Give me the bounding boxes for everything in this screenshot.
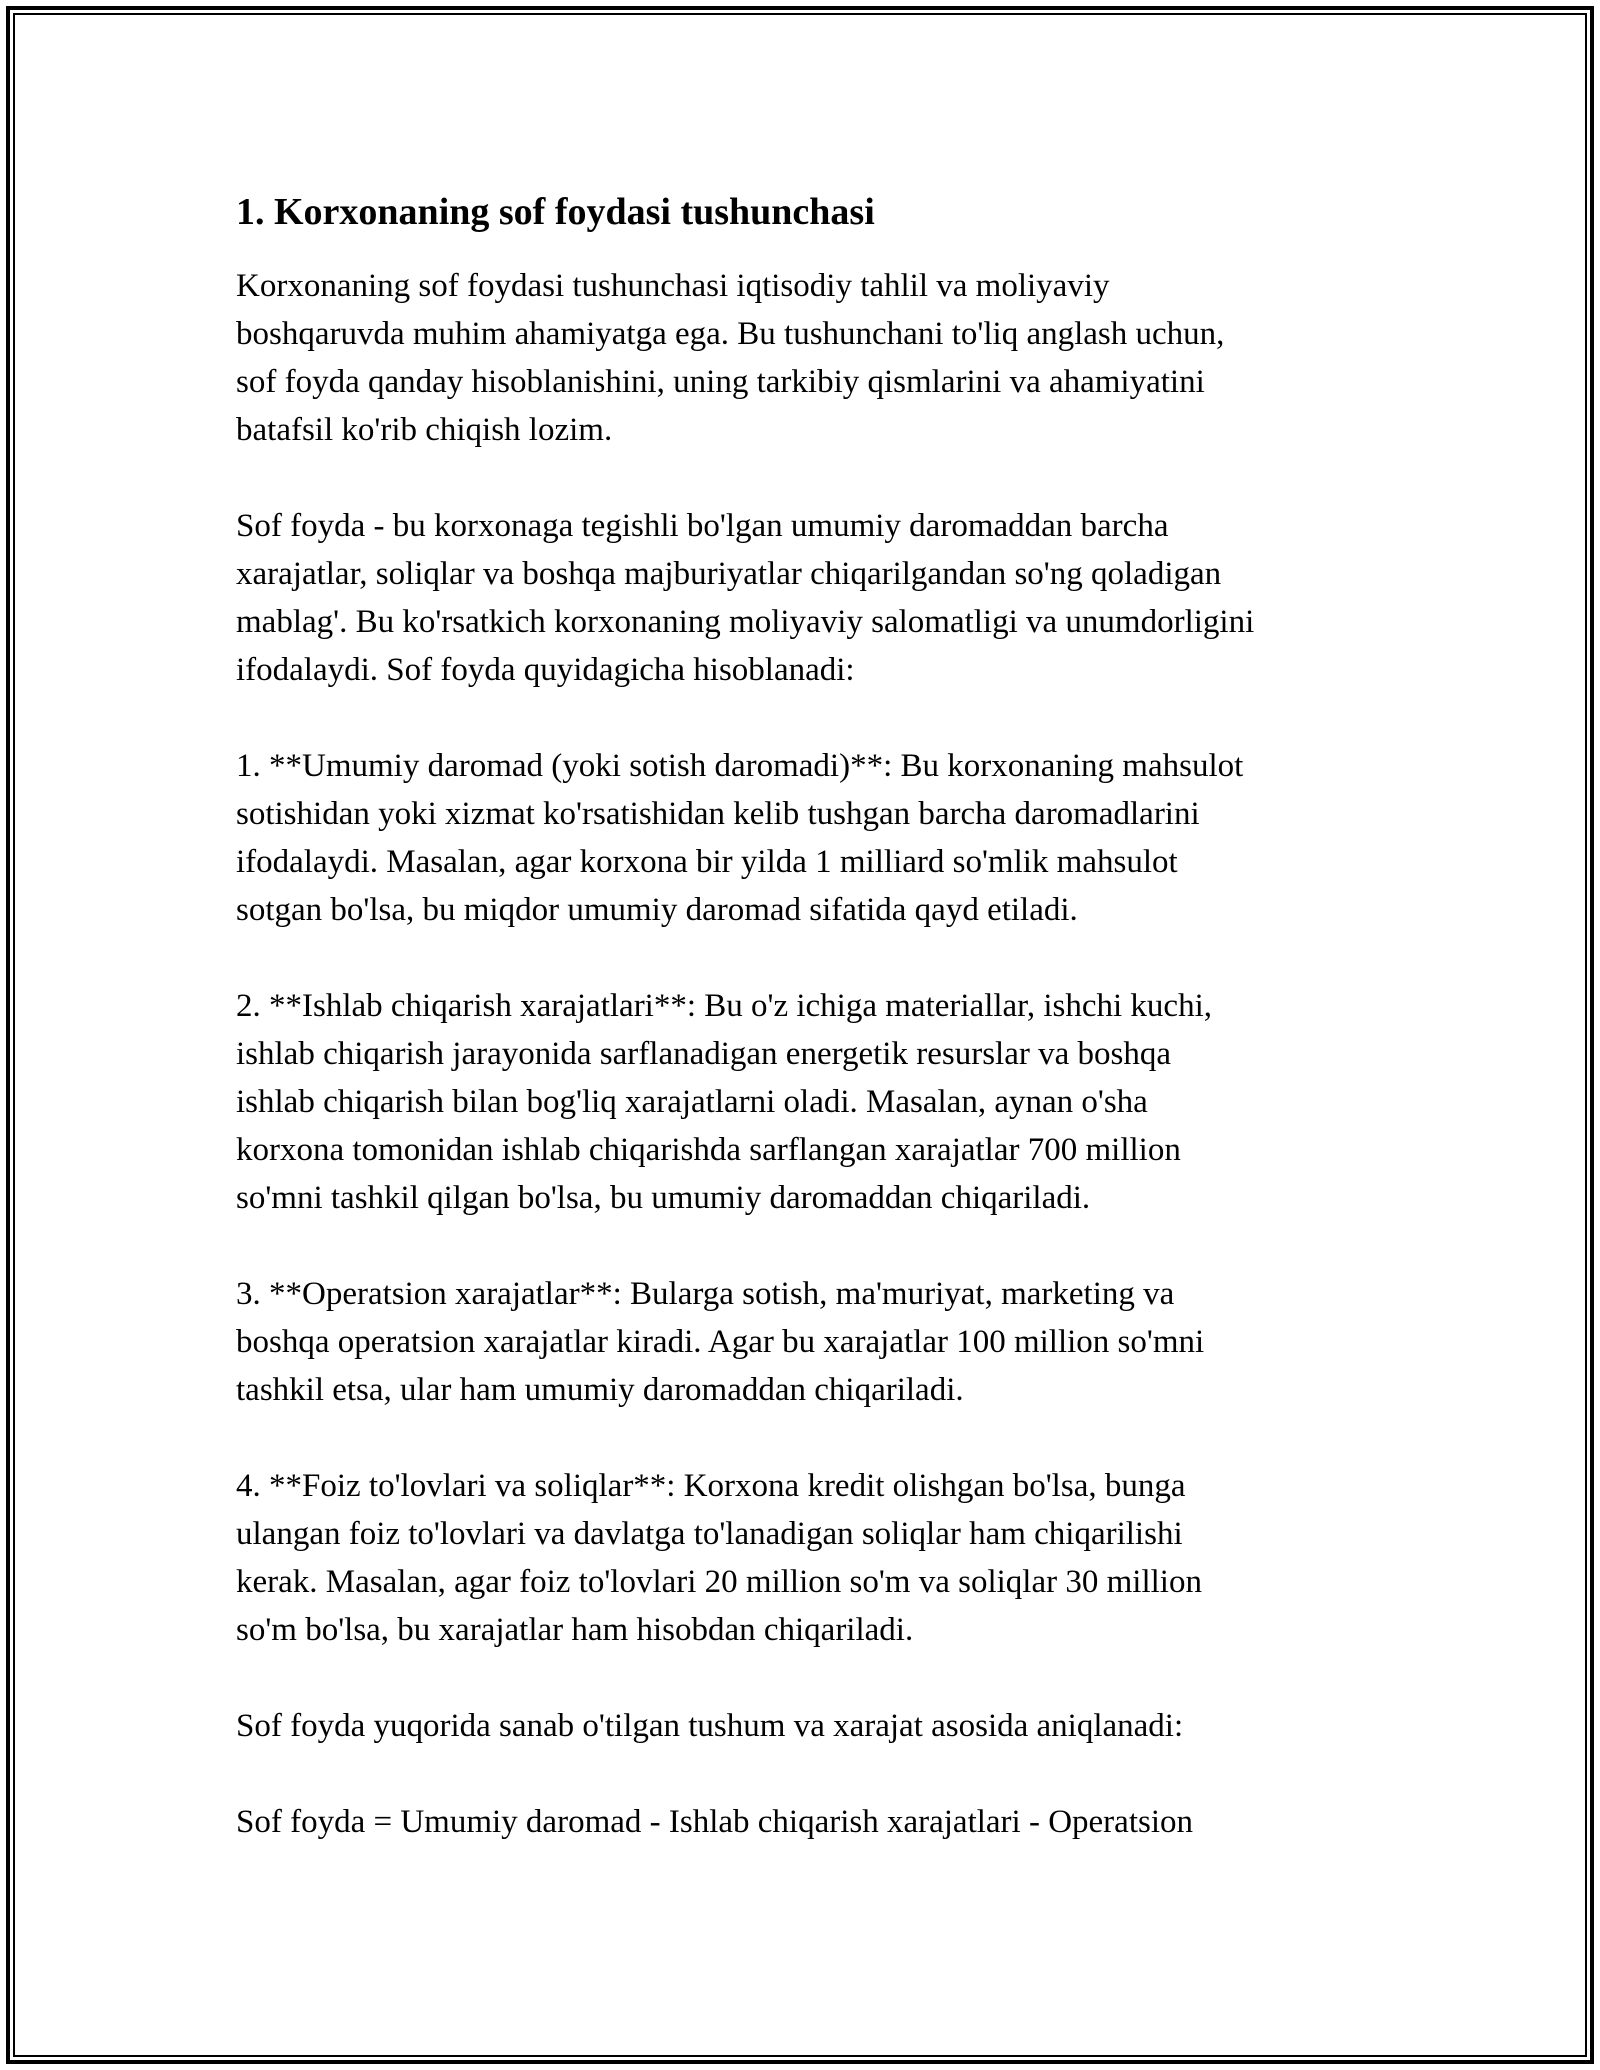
paragraph-summary: Sof foyda yuqorida sanab o'tilgan tushum va xarajat asosida aniqlanadi:	[236, 1708, 1184, 1744]
document-body	[236, 188, 1386, 1846]
formula-line: Sof foyda = Umumiy daromad - Ishlab chiqarish xarajatlari - Operatsion	[236, 1804, 1193, 1840]
list-item-production-costs: 2. **Ishlab chiqarish xarajatlari**: Bu o'z ichiga materiallar, ishchi kuchi, ishlab chiqarish jarayonida sarflanadigan energetik resurslar va boshqa ishlab chiqarish bilan bog'liq xarajatlarni oladi. Masalan, aynan o'sha korxona tomonidan ishlab chiqarishda sarflangan xarajatlar 700 million so'mni tashkil qilgan bo'lsa, bu umumiy daromaddan chiqariladi.	[236, 988, 1212, 1216]
paragraph-definition: Sof foyda - bu korxonaga tegishli bo'lgan umumiy daromaddan barcha xarajatlar, soliqlar va boshqa majburiyatlar chiqarilgandan so'ng qoladigan mablag'. Bu ko'rsatkich korxonaning moliyaviy salomatligi va unumdorligini ifodalaydi. Sof foyda quyidagicha hisoblanadi:	[236, 508, 1255, 688]
list-item-interest-taxes: 4. **Foiz to'lovlari va soliqlar**: Korxona kredit olishgan bo'lsa, bunga ulangan foiz to'lovlari va davlatga to'lanadigan soliqlar ham chiqarilishi kerak. Masalan, agar foiz to'lovlari 20 million so'm va soliqlar 30 million so'm bo'lsa, bu xarajatlar ham hisobdan chiqariladi.	[236, 1468, 1202, 1648]
list-item-operating-costs: 3. **Operatsion xarajatlar**: Bularga sotish, ma'muriyat, marketing va boshqa operatsion xarajatlar kiradi. Agar bu xarajatlar 100 million so'mni tashkil etsa, ular ham umumiy daromaddan chiqariladi.	[236, 1276, 1205, 1408]
paragraph-intro: Korxonaning sof foydasi tushunchasi iqtisodiy tahlil va moliyaviy boshqaruvda muhim ahamiyatga ega. Bu tushunchani to'liq anglash uchun, sof foyda qanday hisoblanishini, uning tarkibiy qismlarini va ahamiyatini batafsil ko'rib chiqish lozim.	[236, 268, 1225, 448]
list-item-revenue: 1. **Umumiy daromad (yoki sotish daromadi)**: Bu korxonaning mahsulot sotishidan yoki xizmat ko'rsatishidan kelib tushgan barcha daromadlarini ifodalaydi. Masalan, agar korxona bir yilda 1 milliard so'mlik mahsulot sotgan bo'lsa, bu miqdor umumiy daromad sifatida qayd etiladi.	[236, 748, 1244, 928]
section-title: 1. Korxonaning sof foydasi tushunchasi	[236, 191, 875, 233]
